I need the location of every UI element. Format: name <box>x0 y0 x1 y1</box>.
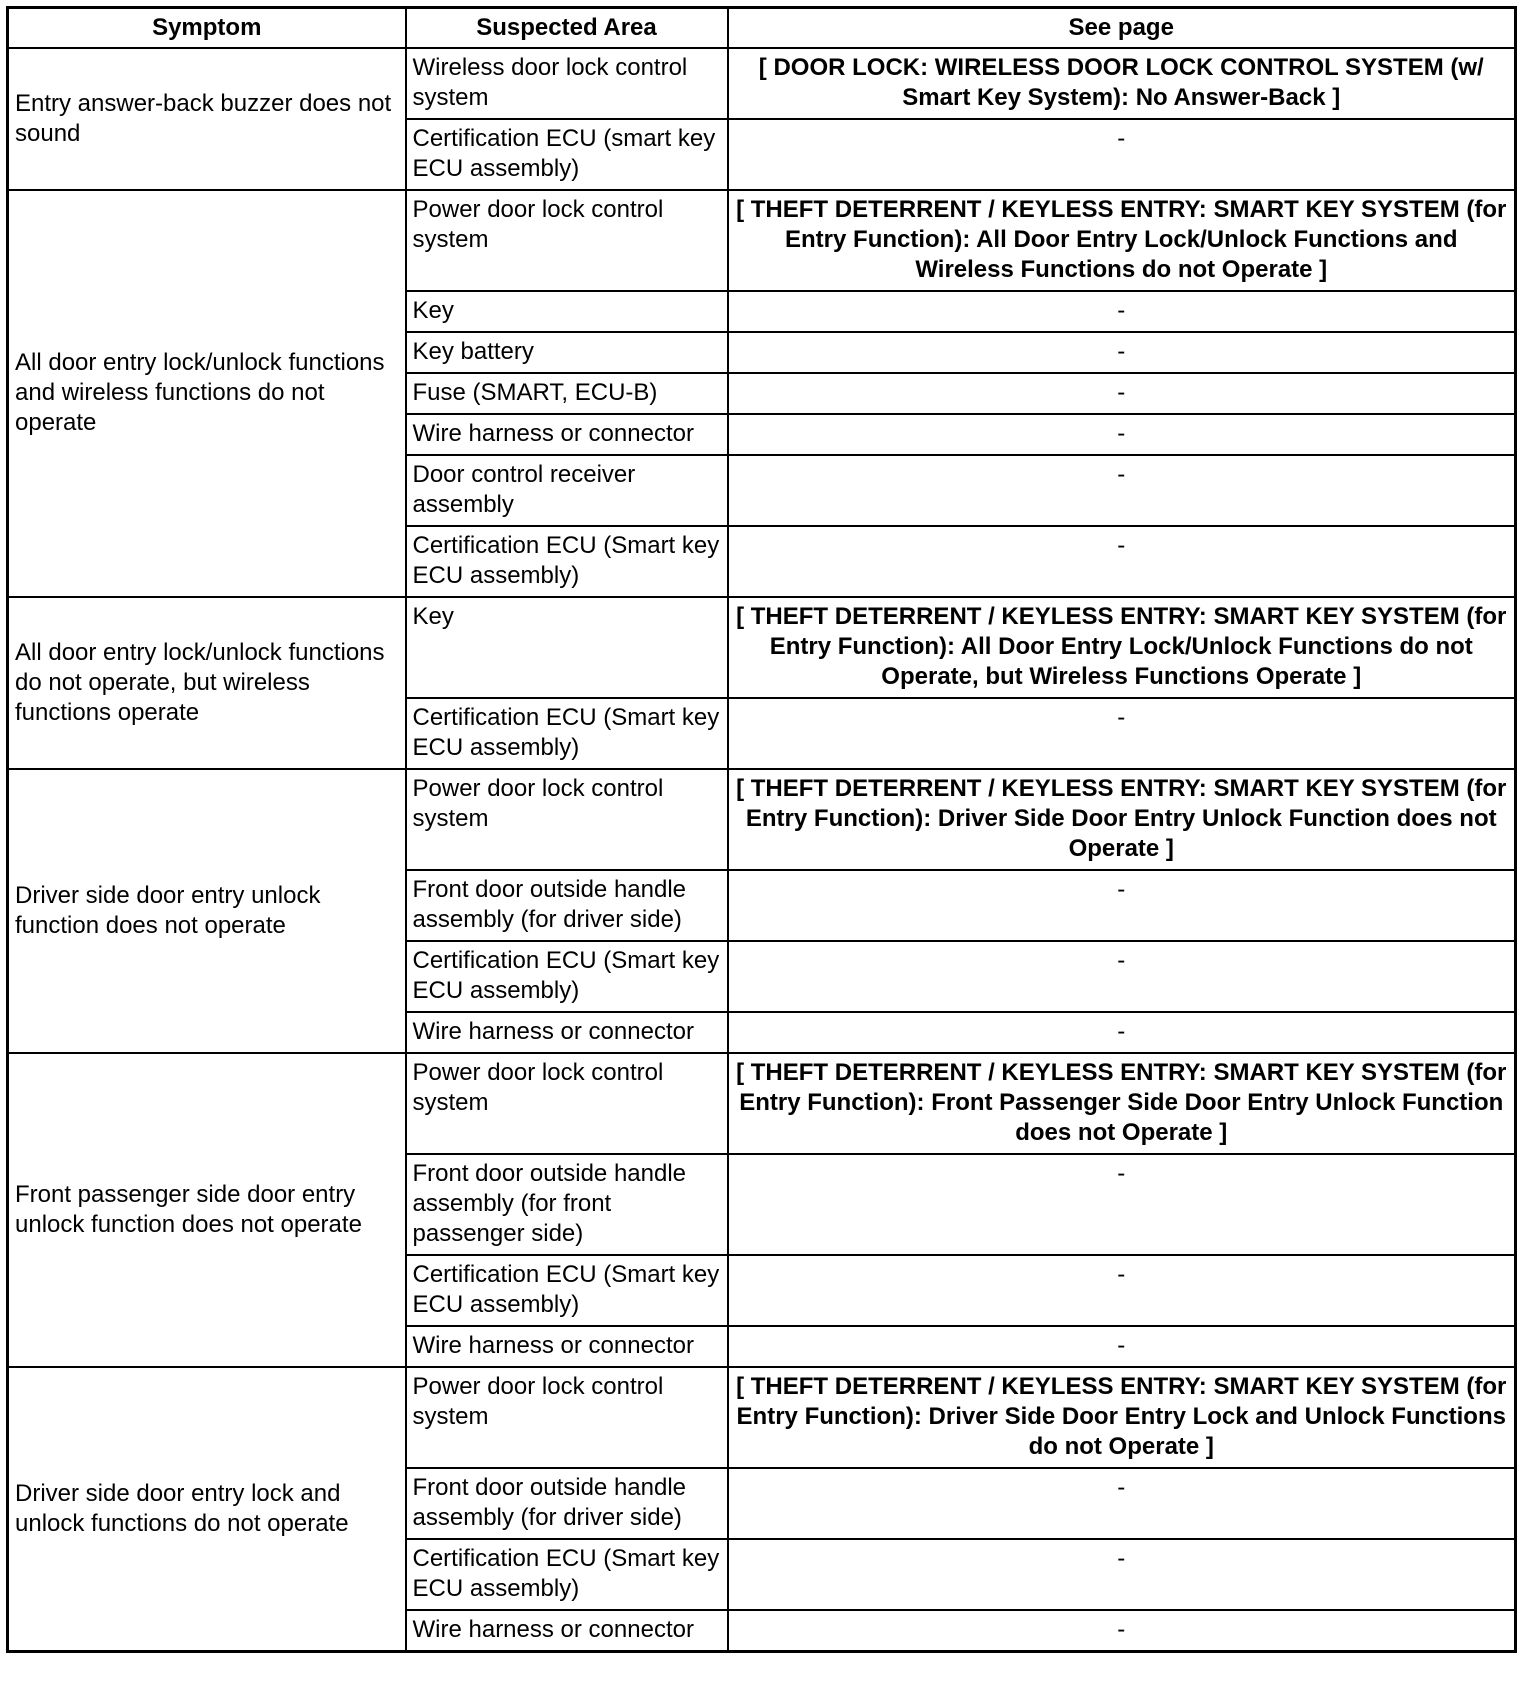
see-page-reference-link[interactable]: [ THEFT DETERRENT / KEYLESS ENTRY: SMART KEY SYSTEM (for Entry Function): Driver Side Door Entry Unlock Function does not Operate ] <box>728 769 1516 870</box>
suspected-area-cell: Front door outside handle assembly (for driver side) <box>406 870 728 941</box>
see-page-cell: - <box>728 455 1516 526</box>
table-body <box>8 48 1516 1652</box>
see-page-reference-link[interactable]: [ THEFT DETERRENT / KEYLESS ENTRY: SMART KEY SYSTEM (for Entry Function): Front Passenger Side Door Entry Unlock Function does not Operate ] <box>728 1053 1516 1154</box>
see-page-cell: - <box>728 870 1516 941</box>
suspected-area-cell: Wire harness or connector <box>406 414 728 455</box>
table-header-row <box>8 8 1516 49</box>
table-row <box>8 1053 1516 1154</box>
suspected-area-cell: Key <box>406 291 728 332</box>
see-page-cell: - <box>728 119 1516 190</box>
problem-symptoms-table-container <box>6 6 1514 1653</box>
suspected-area-cell: Wire harness or connector <box>406 1610 728 1652</box>
suspected-area-cell: Certification ECU (Smart key ECU assembly) <box>406 526 728 597</box>
see-page-cell: - <box>728 1255 1516 1326</box>
see-page-cell: - <box>728 526 1516 597</box>
symptom-cell: Front passenger side door entry unlock function does not operate <box>8 1053 406 1367</box>
suspected-area-cell: Certification ECU (Smart key ECU assembly) <box>406 941 728 1012</box>
suspected-area-cell: Certification ECU (Smart key ECU assembly) <box>406 698 728 769</box>
symptom-cell: Driver side door entry lock and unlock functions do not operate <box>8 1367 406 1652</box>
suspected-area-cell: Certification ECU (Smart key ECU assembly) <box>406 1539 728 1610</box>
suspected-area-cell: Certification ECU (smart key ECU assembly) <box>406 119 728 190</box>
column-header-suspected-area: Suspected Area <box>406 8 728 49</box>
table-row <box>8 190 1516 291</box>
table-row <box>8 48 1516 119</box>
see-page-reference-link[interactable]: [ THEFT DETERRENT / KEYLESS ENTRY: SMART KEY SYSTEM (for Entry Function): All Door Entry Lock/Unlock Functions do not Operate, but Wireless Functions Operate ] <box>728 597 1516 698</box>
see-page-cell: - <box>728 1326 1516 1367</box>
suspected-area-cell: Power door lock control system <box>406 1053 728 1154</box>
see-page-cell: - <box>728 1154 1516 1255</box>
table-row <box>8 769 1516 870</box>
symptom-cell: All door entry lock/unlock functions do not operate, but wireless functions operate <box>8 597 406 769</box>
see-page-cell: - <box>728 698 1516 769</box>
see-page-cell: - <box>728 1012 1516 1053</box>
see-page-cell: - <box>728 1539 1516 1610</box>
suspected-area-cell: Front door outside handle assembly (for driver side) <box>406 1468 728 1539</box>
symptom-cell: All door entry lock/unlock functions and wireless functions do not operate <box>8 190 406 597</box>
suspected-area-cell: Power door lock control system <box>406 769 728 870</box>
suspected-area-cell: Front door outside handle assembly (for front passenger side) <box>406 1154 728 1255</box>
suspected-area-cell: Key <box>406 597 728 698</box>
see-page-cell: - <box>728 1610 1516 1652</box>
table-row <box>8 597 1516 698</box>
see-page-cell: - <box>728 941 1516 1012</box>
suspected-area-cell: Wireless door lock control system <box>406 48 728 119</box>
suspected-area-cell: Fuse (SMART, ECU-B) <box>406 373 728 414</box>
see-page-cell: - <box>728 373 1516 414</box>
see-page-reference-link[interactable]: [ DOOR LOCK: WIRELESS DOOR LOCK CONTROL SYSTEM (w/ Smart Key System): No Answer-Back ] <box>728 48 1516 119</box>
suspected-area-cell: Certification ECU (Smart key ECU assembly) <box>406 1255 728 1326</box>
see-page-cell: - <box>728 1468 1516 1539</box>
suspected-area-cell: Key battery <box>406 332 728 373</box>
suspected-area-cell: Wire harness or connector <box>406 1326 728 1367</box>
see-page-cell: - <box>728 414 1516 455</box>
see-page-cell: - <box>728 291 1516 332</box>
symptom-cell: Driver side door entry unlock function does not operate <box>8 769 406 1053</box>
symptom-cell: Entry answer-back buzzer does not sound <box>8 48 406 190</box>
see-page-reference-link[interactable]: [ THEFT DETERRENT / KEYLESS ENTRY: SMART KEY SYSTEM (for Entry Function): All Door Entry Lock/Unlock Functions and Wireless Functions do not Operate ] <box>728 190 1516 291</box>
suspected-area-cell: Power door lock control system <box>406 1367 728 1468</box>
see-page-reference-link[interactable]: [ THEFT DETERRENT / KEYLESS ENTRY: SMART KEY SYSTEM (for Entry Function): Driver Side Door Entry Lock and Unlock Functions do not Operate ] <box>728 1367 1516 1468</box>
suspected-area-cell: Door control receiver assembly <box>406 455 728 526</box>
table-row <box>8 1367 1516 1468</box>
column-header-see-page: See page <box>728 8 1516 49</box>
suspected-area-cell: Power door lock control system <box>406 190 728 291</box>
problem-symptoms-table <box>6 6 1517 1653</box>
suspected-area-cell: Wire harness or connector <box>406 1012 728 1053</box>
column-header-symptom: Symptom <box>8 8 406 49</box>
see-page-cell: - <box>728 332 1516 373</box>
